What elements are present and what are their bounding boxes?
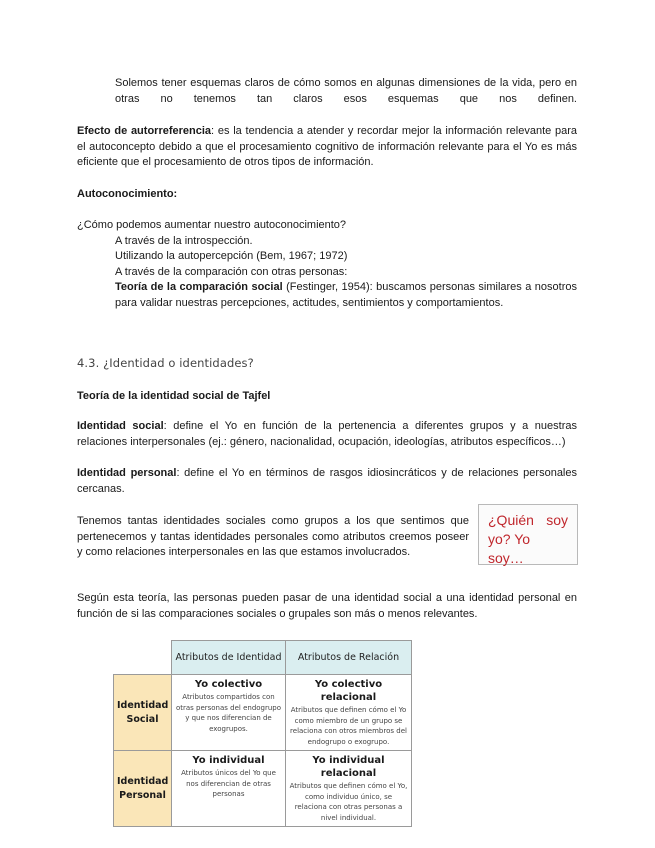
cell-yo-colectivo: Yo colectivo Atributos compartidos con otras personas del endogrupo y que nos diferencian de exogrupos.	[172, 675, 286, 751]
autoconocimiento-item: Utilizando la autopercepción (Bem, 1967; 1972)	[115, 250, 348, 262]
identidad-social-term: Identidad social	[77, 420, 164, 432]
cell-yo-individual: Yo individual Atributos únicos del Yo que nos diferencian de otras personas	[172, 751, 286, 827]
intro-paragraph: Solemos tener esquemas claros de cómo somos en algunas dimensiones de la vida, pero en otras no tenemos tan claros esos esquemas que nos definen.	[115, 77, 577, 105]
table-row	[114, 675, 412, 751]
autoconocimiento-item: A través de la introspección.	[115, 235, 253, 247]
comparacion-social-paragraph: Teoría de la comparación social (Festinger, 1954): buscamos personas similares a nosotros para validar nuestras percepciones, actitudes, sentimientos y comportamientos.	[115, 281, 577, 309]
autorreferencia-paragraph	[77, 124, 577, 171]
autoconocimiento-question: ¿Cómo podemos aumentar nuestro autoconocimiento?	[77, 219, 347, 231]
segun-teoria-paragraph: Según esta teoría, las personas pueden pasar de una identidad social a una identidad personal en función de si las comparaciones sociales o grupales son más o menos relevantes.	[77, 592, 577, 620]
identidad-personal-paragraph: Identidad personal: define el Yo en términos de rasgos idiosincráticos y de relaciones personales cercanas.	[77, 467, 577, 495]
header-atributos-identidad: Atributos de Identidad	[172, 641, 286, 675]
callout-line1: ¿Quién soy	[488, 512, 568, 528]
table-corner	[114, 641, 172, 675]
autoconocimiento-item: A través de la comparación con otras personas:	[115, 266, 348, 278]
identidad-personal-term: Identidad personal	[77, 467, 177, 479]
tantas-identidades-paragraph: Tenemos tantas identidades sociales como grupos a los que sentimos que pertenecemos y tantas identidades personales como atributos creemos poseer y como relaciones interpersonales en las que estamos involucrados.	[77, 515, 469, 558]
row-label-identidad-social: Identidad Social	[114, 675, 172, 751]
autoconocimiento-heading: Autoconocimiento:	[77, 188, 178, 200]
tajfel-heading: Teoría de la identidad social de Tajfel	[77, 390, 271, 402]
identity-table	[113, 640, 412, 827]
table-header-row	[114, 641, 412, 675]
autorreferencia-text: : es la tendencia a atender y recordar mejor la información relevante para el autoconcepto debido a que el procesamiento cognitivo de información relevante para el Yo es más eficiente que el procesamiento de otros tipos de información.	[77, 125, 578, 168]
identidad-social-paragraph: Identidad social: define el Yo en función de la pertenencia a diferentes grupos y a nuestras relaciones interpersonales (ej.: género, nacionalidad, ocupación, ideologías, atributos específicos…)	[77, 420, 577, 448]
section-title: 4.3. ¿Identidad o identidades?	[77, 356, 254, 370]
cell-yo-individual-relacional: Yo individual relacional Atributos que definen cómo el Yo, como individuo único, se relaciona con otras personas a nivel individual.	[286, 751, 412, 827]
comparacion-social-term: Teoría de la comparación social	[115, 281, 283, 293]
table-row	[114, 751, 412, 827]
callout-line2: yo? Yo soy…	[488, 531, 531, 566]
cell-yo-colectivo-relacional: Yo colectivo relacional Atributos que definen cómo el Yo como miembro de un grupo se relaciona con otros miembros del endogrupo o exogrupo.	[286, 675, 412, 751]
autorreferencia-term: Efecto de autorreferencia	[77, 125, 212, 137]
quien-soy-callout	[478, 504, 578, 565]
row-label-identidad-personal: Identidad Personal	[114, 751, 172, 827]
header-atributos-relacion: Atributos de Relación	[286, 641, 412, 675]
